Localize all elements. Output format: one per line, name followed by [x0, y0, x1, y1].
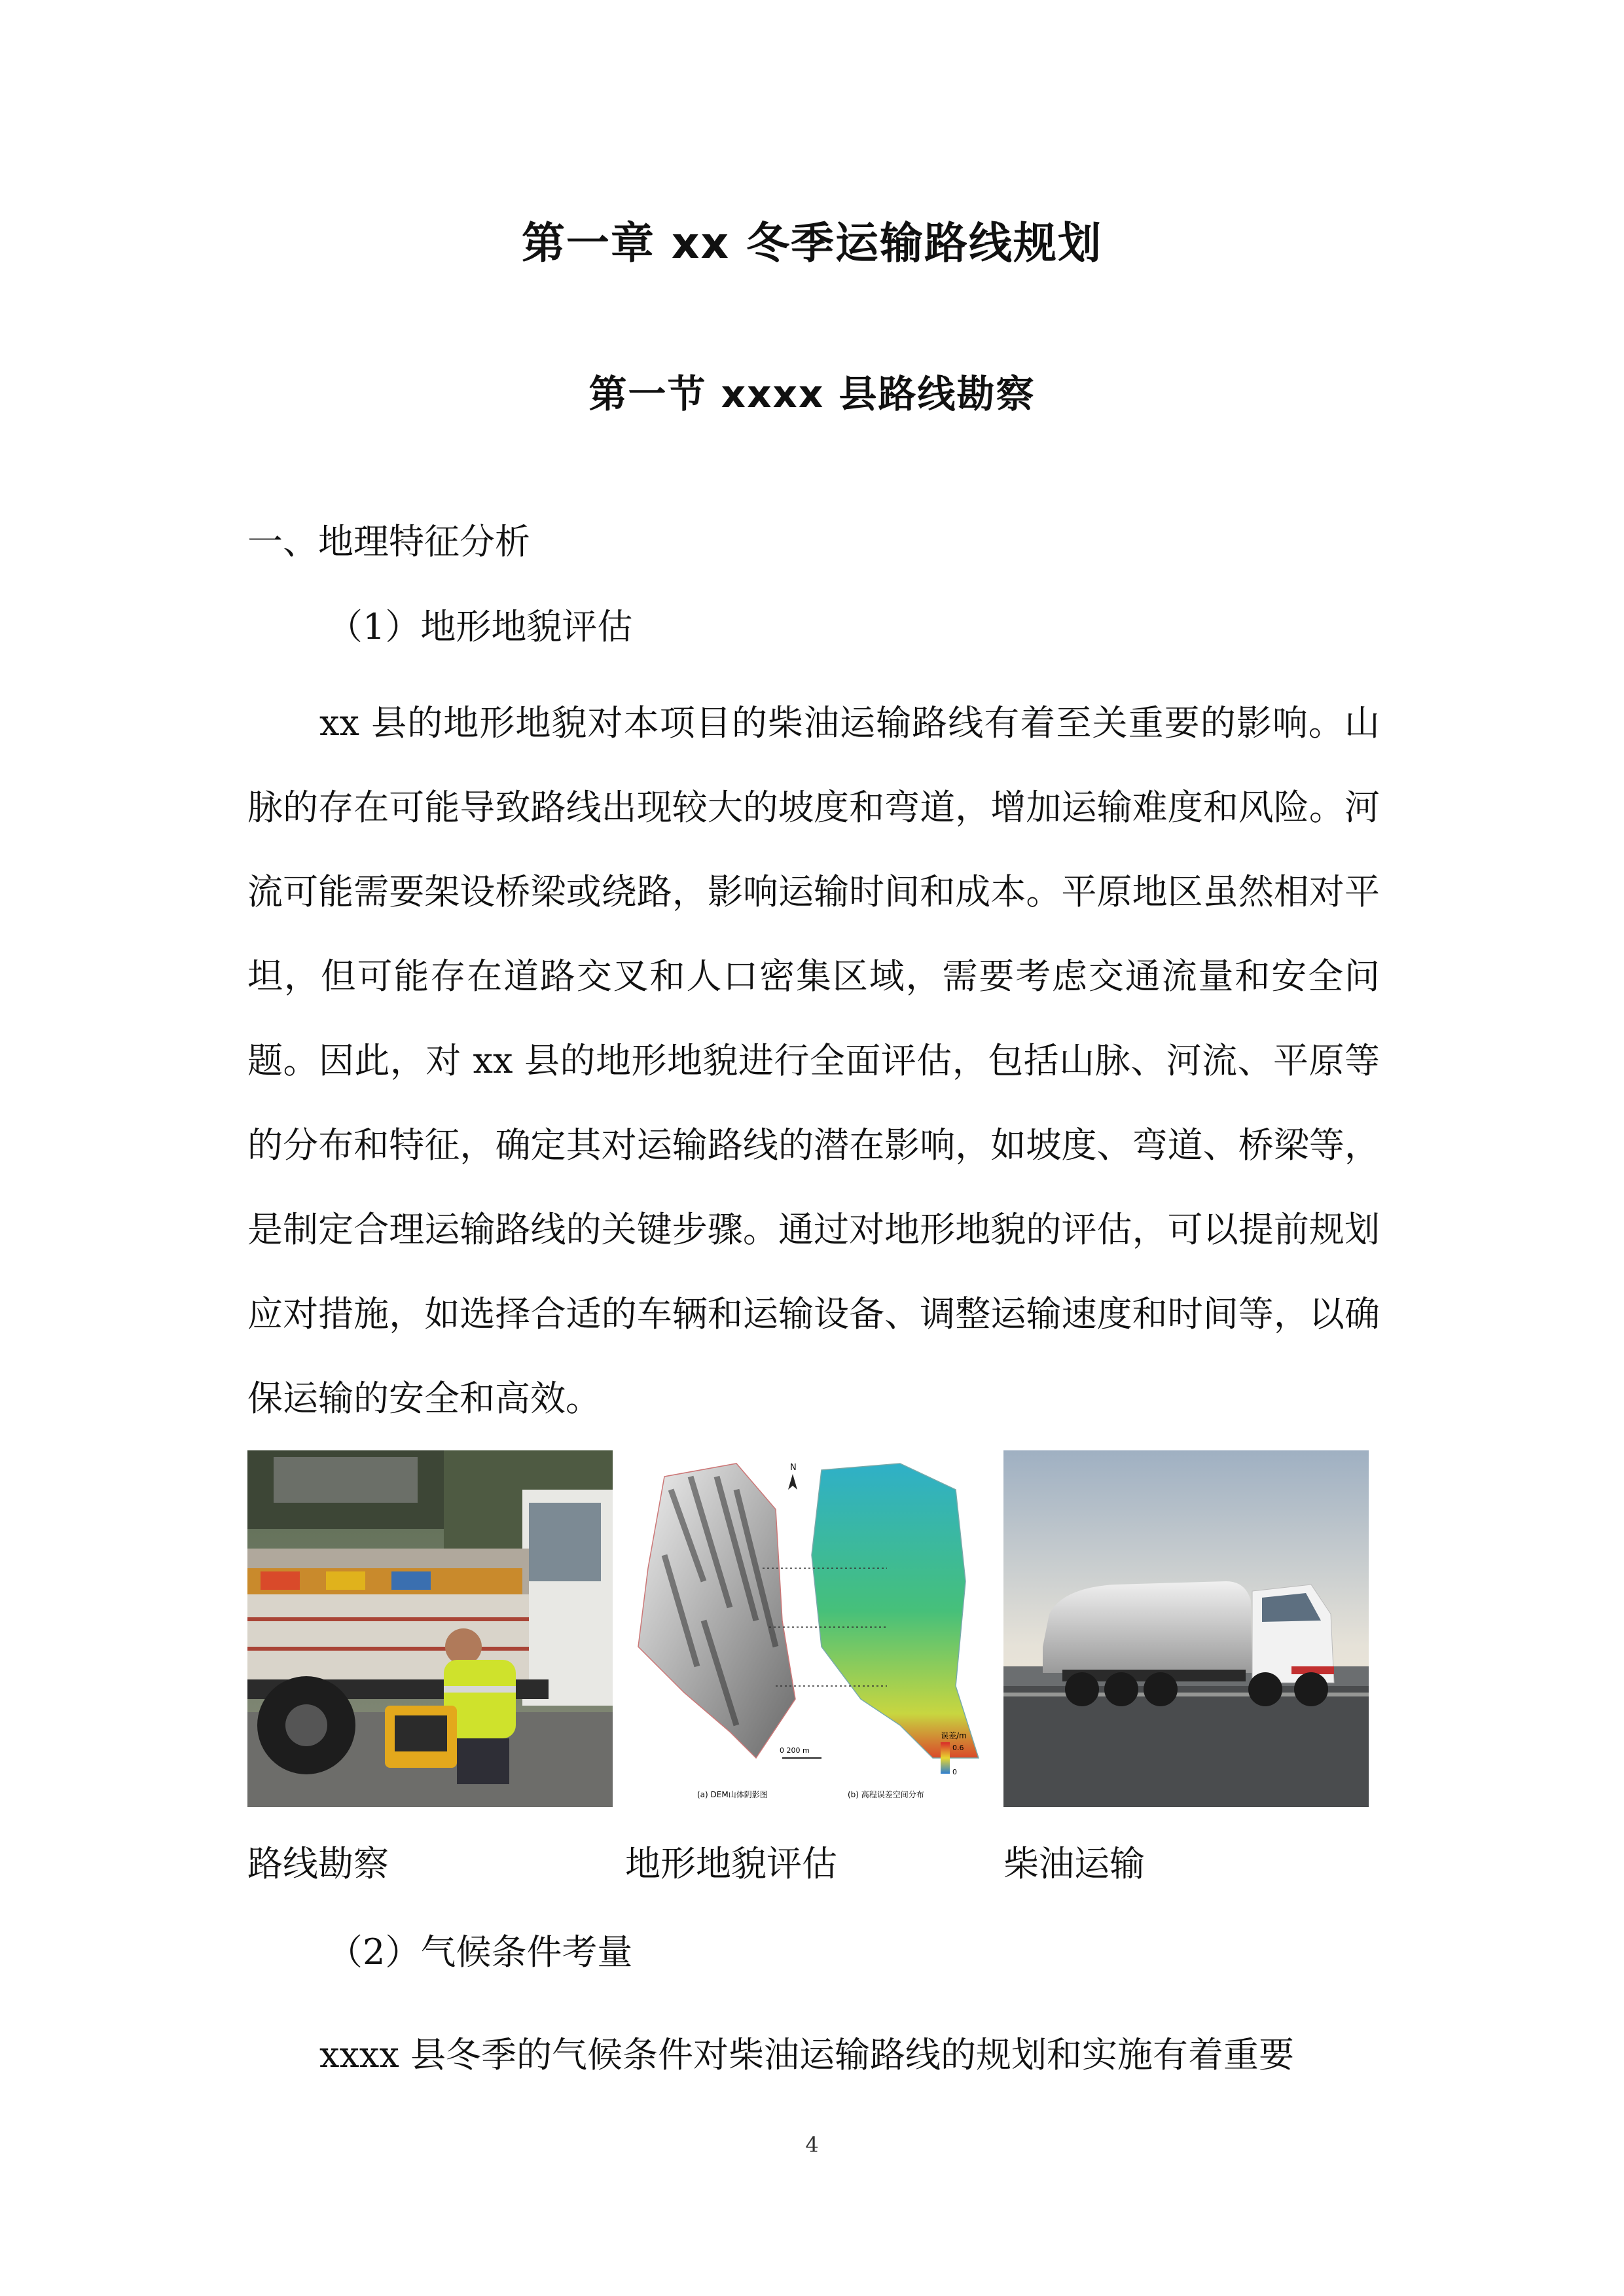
section-title: 第一节 xxxx 县路线勘察 — [588, 372, 1036, 416]
paragraph-terrain: xx 县的地形地貌对本项目的柴油运输路线有着至关重要的影响。山脉的存在可能导致路线出现较大的坡度和弯道，增加运输难度和风险。河流可能需要架设桥梁或绕路，影响运输时间和成本。平原地区虽然相对平坦，但可能存在道路交叉和人口密集区域，需要考虑交通流量和安全问题。因此，对 xx 县的地形地貌进行全面评估，包括山脉、河流、平原等的分布和特征，确定其对运输路线的潜在影响，如坡度、弯道、桥梁等，是制定合理运输路线的关键步骤。通过对地形地貌的评估，可以提前规划应对措施，如选择合适的车辆和运输设备、调整运输速度和时间等，以确保运输的安全和高效。 — [247, 702, 1380, 1419]
subheading-climate-conditions: （2）气候条件考量 — [327, 1931, 633, 1973]
caption-route-survey: 路线勘察 — [247, 1843, 389, 1884]
legend-title: 误差/m — [941, 1731, 967, 1740]
terrain-assessment-figure — [625, 1450, 990, 1807]
legend-max: 0.6 — [952, 1744, 964, 1752]
paragraph-climate: xxxx 县冬季的气候条件对柴油运输路线的规划和实施有着重要 — [319, 2034, 1294, 2075]
caption-diesel-transport: 柴油运输 — [1003, 1843, 1145, 1884]
scale-bar-label: 0 200 m — [780, 1746, 810, 1755]
legend-min: 0 — [952, 1768, 957, 1776]
route-survey-photo — [247, 1450, 613, 1807]
caption-terrain-assessment: 地形地貌评估 — [625, 1843, 837, 1884]
heading-geographic-analysis: 一、地理特征分析 — [247, 521, 530, 562]
diesel-tanker-photo — [1003, 1450, 1369, 1807]
subheading-terrain-assessment: （1）地形地貌评估 — [327, 606, 633, 647]
page-number: 4 — [805, 2132, 819, 2157]
chapter-title: 第一章 xx 冬季运输路线规划 — [521, 218, 1103, 268]
north-label: N — [790, 1463, 797, 1473]
subfigure-a-label: (a) DEM山体阴影图 — [697, 1790, 768, 1799]
subfigure-b-label: (b) 高程误差空间分布 — [848, 1790, 924, 1799]
